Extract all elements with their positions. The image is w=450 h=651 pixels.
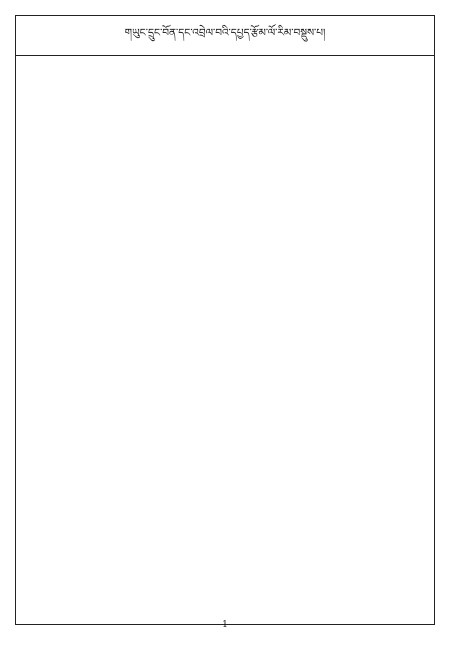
page-border <box>15 15 435 625</box>
page-number: 1 <box>222 620 228 630</box>
header-rule <box>16 55 434 56</box>
running-header: གཡུང་དྲུང་བོན་དང་འབྲེལ་བའི་དཔྱད་རྩོམ་ལོ་རིམ་བསྡུས་པ། <box>124 27 326 39</box>
